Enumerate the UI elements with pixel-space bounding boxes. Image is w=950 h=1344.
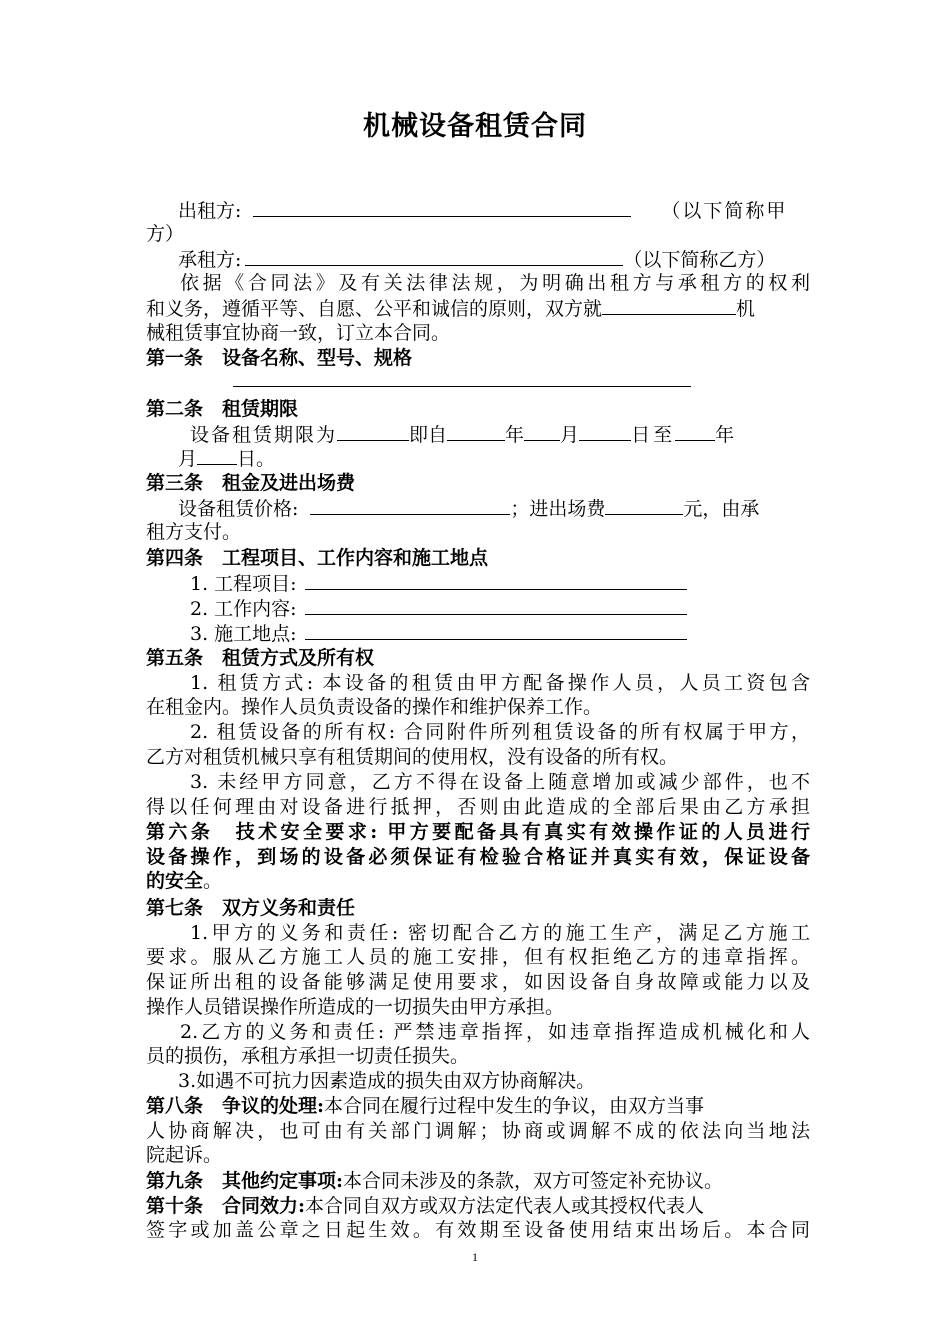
article-7-line-5: 2.乙方的义务和责任: 严禁违章指挥，如违章指挥造成机械化和人 [180,1021,810,1043]
lease-period-label: 设备租赁期限为 [190,424,338,446]
project-item-line [146,571,810,595]
rent-line-2: 租方支付。 [146,521,242,543]
article-8-line-1 [146,1094,810,1118]
article-7-line-1: 1.甲方的义务和责任: 密切配合乙方的施工生产，满足乙方施工 [190,922,810,944]
article-7-line-7: 3.如遇不可抗力因素造成的损失由双方协商解决。 [178,1070,596,1092]
article-1-blank-line [146,368,810,392]
article-10-heading: 第十条 合同效力: [146,1195,306,1217]
article-2-heading: 第二条 租赁期限 [146,398,299,420]
start-year-blank[interactable] [447,422,505,441]
article-7-line-2: 要求。服从乙方施工人员的施工安排，但有权拒绝乙方的违章指挥。 [146,946,810,968]
article-7-line-3: 保证所出租的设备能够满足使用要求，如因设备自身故障或能力以及 [146,971,810,993]
article-5-line-6: 得以任何理由对设备进行抵押，否则由此造成的全部后果由乙方承担 [146,796,810,818]
end-year-blank[interactable] [675,422,715,441]
end-month-label: 月 [178,448,198,470]
article-5-line-3: 2. 租赁设备的所有权: 合同附件所列租赁设备的所有权属于甲方， [190,721,810,743]
article-6-line-2: 设备操作，到场的设备必须保证有检验合格证并真实有效，保证设备 [146,846,810,868]
lessee-line [146,247,810,271]
year-label: 年 [505,424,525,446]
lease-from-label: 即自 [409,424,448,446]
day-to-label: 日至 [631,424,676,446]
end-day-blank[interactable] [197,446,237,465]
intro-text-end: 机 [736,298,756,320]
work-content-line [146,596,810,620]
site-location-label: 3. 施工地点: [190,623,297,645]
article-10-text: 本合同自双方或双方法定代表人或其授权代表人 [305,1195,705,1217]
document-title: 机械设备租赁合同 [363,111,587,142]
lease-period-line-2 [146,446,810,470]
project-item-label: 1. 工程项目: [190,573,297,595]
article-10-line-1 [146,1194,810,1218]
article-5-heading: 第五条 租赁方式及所有权 [146,647,375,669]
lessor-label: 出租方: [178,200,242,222]
article-5-line-1: 1. 租赁方式: 本设备的租赁由甲方配备操作人员，人员工资包含 [190,672,810,694]
start-month-blank[interactable] [524,422,560,441]
lessee-suffix: （以下简称乙方） [623,249,776,271]
lease-duration-blank[interactable] [337,422,409,441]
article-4-heading: 第四条 工程项目、工作内容和施工地点 [146,547,489,569]
rent-line [146,496,810,520]
intro-line-3: 械租赁事宜协商一致，订立本合同。 [146,322,451,344]
project-item-blank[interactable] [305,571,687,590]
site-location-blank[interactable] [305,621,687,640]
article-6-period: 。 [203,870,223,892]
work-content-label: 2. 工作内容: [190,598,297,620]
article-6-line-3 [146,869,810,893]
article-7-heading: 第七条 双方义务和责任 [146,897,356,919]
article-7-line-4: 操作人员错误操作所造成的一切损失由甲方承担。 [146,996,565,1018]
article-6-bold-end: 的安全 [146,870,204,892]
intro-line-1: 依据《合同法》及有关法律法规，为明确出租方与承租方的权利 [180,272,810,294]
article-5-line-2: 在租金内。操作人员负责设备的操作和维护保养工作。 [146,696,603,718]
article-8-line-2: 人协商解决，也可由有关部门调解；协商或调解不成的依法向当地法 [146,1120,810,1142]
lessee-blank[interactable] [245,247,623,266]
lessee-label: 承租方: [178,249,242,271]
page-number: 1 [472,1250,478,1264]
entry-fee-blank[interactable] [605,496,683,515]
rent-label: 设备租赁价格: [178,498,299,520]
lease-period-line [146,422,810,446]
article-7-line-6: 员的损伤，承租方承担一切责任损失。 [146,1045,470,1067]
article-10-line-2: 签字或加盖公章之日起生效。有效期至设备使用结束出场后。本合同 [146,1219,810,1241]
equipment-spec-blank[interactable] [233,368,691,387]
intro-text: 和义务，遵循平等、自愿、公平和诚信的原则，双方就 [146,298,603,320]
article-9-text: 本合同未涉及的条款，双方可签定补充协议。 [343,1170,724,1192]
start-day-blank[interactable] [579,422,631,441]
lessor-blank[interactable] [253,198,631,217]
rent-price-blank[interactable] [310,496,510,515]
article-5-line-5: 3. 未经甲方同意，乙方不得在设备上随意增加或减少部件，也不 [190,771,810,793]
month-label: 月 [560,424,580,446]
site-location-line [146,621,810,645]
lessor-suffix-cont: 方） [146,223,185,245]
lessor-suffix: （以下简称甲 [661,200,788,222]
article-8-text: 本合同在履行过程中发生的争议，由双方当事 [324,1095,705,1117]
article-8-line-3: 院起诉。 [146,1144,223,1166]
article-9-heading: 第九条 其他约定事项: [146,1170,344,1192]
lessor-line [146,198,810,222]
article-6-line-1: 第六条 技术安全要求: 甲方要配备具有真实有效操作证的人员进行 [146,821,810,843]
article-1-heading: 第一条 设备名称、型号、规格 [146,347,413,369]
work-content-blank[interactable] [305,596,687,615]
end-year-label: 年 [715,424,735,446]
equipment-blank[interactable] [602,296,736,315]
entry-fee-label: ；进出场费 [510,498,606,520]
article-3-heading: 第三条 租金及进出场费 [146,472,356,494]
entry-fee-suffix: 元，由承 [683,498,760,520]
intro-line-2 [146,296,810,320]
article-9-line [146,1169,810,1193]
end-day-label: 日。 [237,448,276,470]
article-5-line-4: 乙方对租赁机械只享有租赁期间的使用权，没有设备的所有权。 [146,746,679,768]
article-8-heading: 第八条 争议的处理: [146,1095,325,1117]
